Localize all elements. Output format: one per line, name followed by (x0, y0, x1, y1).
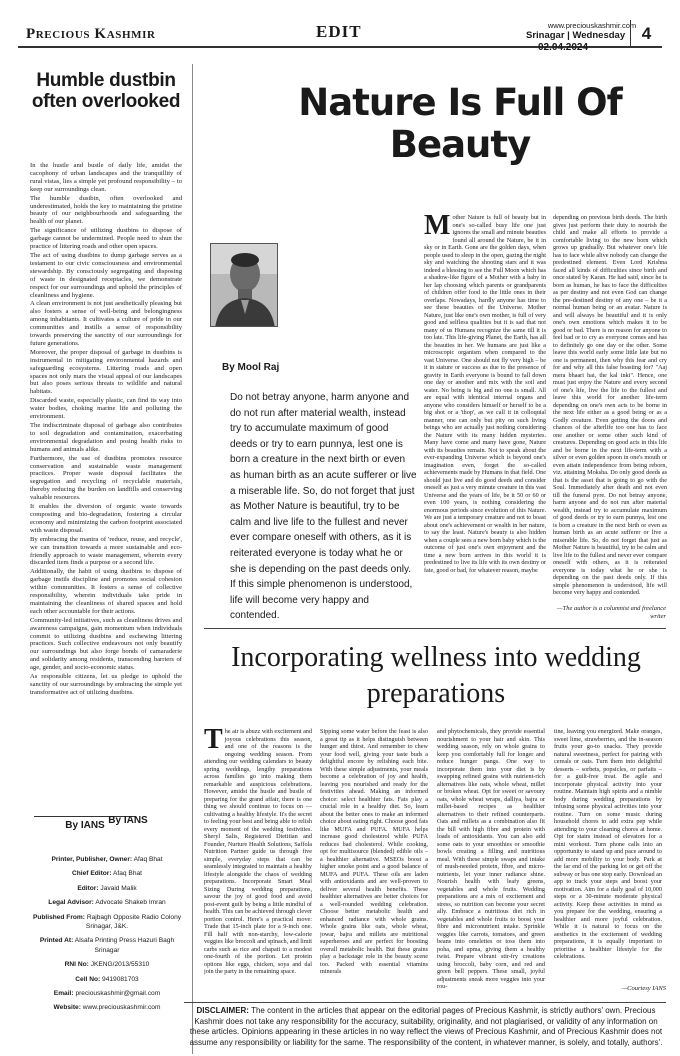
imprint-line: RNI No: JKENG/2013/55310 (64, 961, 150, 969)
paragraph: As responsible citizens, let us pledge to uphold the sanctity of our surroundings by embracing the simple yet transformative act of utilizing dustbins. (30, 673, 182, 696)
dustbin-byline: By IANS (34, 816, 136, 834)
dustbin-article (30, 64, 182, 924)
disclaimer-label: DISCLAIMER: (196, 1006, 249, 1015)
paragraph: The significance of utilizing dustbins to dispose of garbage cannot be undermined. People need to shun the practice of littering roads and other open spaces. (30, 227, 182, 251)
imprint-line: Cell No: 9419081703 (75, 975, 139, 983)
column-text: he air is abuzz with excitement and joyous celebrations this season, and one of the reasons is the ongoing wedding season. From attending our wedding calendars to beauty spring weddings, lengthy preparations across families go into making them remarkable and auspicious celebrations. However, amidst the hustle and bustle of preparing for the grand affair, there is one thing we should continue to focus on —cultivating a healthy lifestyle. It's the secret to feeling your best and being able to relish every moment of the wedding festivities. Sheryl Salis, Registered Dietitian and Founder, Nurture Health Solutions, Saffola Nutrition Partner guide us through five simple, everyday steps that can be seamlessly integrated to maintain a healthy lifestyle alongside the chaos of wedding preparations. Incorporate Smart Meal Sizing During wedding preparations, savour the joy of good food and avoid post-event guilt by being a little mindful of health. This can be achieved through clever portion control. Here's a practical move: Trade that 15-inch plate for a 9-inch one. Fill half with non-starchy, low-calorie veggies like broccoli and spinach, and limit carbs such as rice and chapati to a modest one-fourth of the portion. Let protein options like eggs, chicken, soya and dal join the party in the remaining space. (204, 728, 312, 975)
feature-pull-quote: Do not betray anyone, harm anyone and do not run after material wealth, instead try to accumulate maximum of good deeds or try to earn punnya, lest one is born a creature in the next birth or even as human birth as an acute sufferer or live a miserable life. So, do not forget that just as Mother Nature is beautiful, try to be calm and live life to the fullest and never ever compare oneself with others, as it is reiterated everyone is today what he or she is depending on the past deeds only. If this simple phenomenon is understood, life will become very happy and contended. (230, 392, 417, 622)
paragraph: Community-led initiatives, such as cleanliness drives and awareness campaigns, gain momentum when individuals commit to utilizing dustbins and eschewing littering practices. Such collective endeavours not only beautify our surroundings but also forge bonds of camaraderie and solidarity among residents, transcending barriers of age, gender, and socio-economic status. (30, 616, 182, 672)
imprint-line: Published From: Rajbagh Opposite Radio Colony Srinagar, J&K. (32, 913, 182, 931)
imprint-box (30, 855, 184, 1018)
column-text: other Nature is full of beauty but in one's so-called busy life one just ignores the small and minute beauties found all around the Nature, be it in sky or in Earth. Gone are the golden days, when people used to sleep in the open, gazing the night sky and watching the shooting stars and it was indeed a blessing to see the Full Moon which has a shadow-like figure of a Mother with a baby in her lap choosing which parents or grandparents of children offer food to the little ones in their overlaps. Nowadays, hardly anyone has time to see these beauties of the Universe. Mother Nature, just like one's own mother, is full of very good and selfless qualities but it is sad that not many of us Humans recognize the same till it is too late. This life-giving Planet, the Earth, has all the beauties in her. We humans are just like a microscopic organism when compared to the vast Universe. One should not fly very high – be it in stature or success as due to the presence of gravity in Earth everyone is bound to fall down one day or another and mix with the soil and water. No being is big and no one is small. All are equal with identical internal organs and anyone who considers himself or herself to be a big shot or a 'thop', as we call it in colloquial manner, one can only but pity on such living beings who are actually just nothing considering the Nature with its many hidden mysteries. Many have come and many have gone, Nature with its beauties remain. Not to speak about the ever-expanding Universe which is beyond one's imagination even, forget the so-called achievements made by Humans in that field. One should just live and do good deeds and consider oneself as just a very minute creature in this vast Universe and the years of life, be it 50 or 60 or even 100 years, is nothing considering the enormous periods since evolution of this Nature. We are just a temporary creature and not to boast about one's achievement or wealth in her nature, to say the least. Nature's beauty is also hidden when a couple sees a new born baby which is the outcome of just one's own enjoyment and the time a new born arrives in this world it is predestined to live its life with its own destiny or fate, good or bad, for whatever reason, maybe (424, 214, 546, 574)
drop-cap: T (204, 728, 223, 755)
column-divider (192, 64, 193, 1054)
wellness-column-3: and phytochemicals, they provide essential nourishment to your hair and skin. This wedding season, rely on whole grains to keep you comfortably full for longer and reduce hunger pangs. One way to incorporate them into your diet is by swapping refined grains with nutrient-rich alternatives like oats, whole wheat, millet or broken wheat. Opt for sweet or savoury oats, whole wheat wraps, dalliya, bajra or millet-based recipes as healthier alternatives to their refined counterparts. Oats and millets as a combination also fit the bill with high fibre and protein with loads of antioxidants. You can also add some oats to your smoothies or smoothie bowls creating a filling and nutritious meal. With these simple swaps and intake of mush-needed protein, fibre, and micro-nutrients, let your inner radiance shine. Nourish health with leafy greens, vegetables and whole fruits. Wedding preparations are a mix of excitement and stress, so nutrition can become your secret ally. Embrace a nutritious diet rich in vegetables and whole fruits to boost your fibre and micronutrient intake. Sprinkle veggies like carrots, tomatoes, and green beans into omelettes or toss them into poha, and upma, giving them a healthy twist. Prepare vibrant stir-fry creations using broccoli, baby corn, and red and green bell peppers. These small, joyful adjustments sneak more veggies into your rou- (437, 728, 545, 990)
author-credit: —The author is a columnist and freelance writer (556, 605, 666, 620)
paragraph: In the hustle and bustle of daily life, amidst the cacophony of urban landscapes and the tranquillity of rural vistas, lies a simple yet profound responsibility – to keep our surroundings clean. (30, 162, 182, 193)
author-portrait-image (211, 244, 278, 327)
paragraph: A clean environment is not just aesthetically pleasing but also fosters a sense of well-being and belongingness among inhabitants. It cultivates a culture of pride in our communities and instills a sense of responsibility towards preserving the sanctity of our surroundings for future generations. (30, 300, 182, 347)
page-number: 4 (630, 20, 662, 48)
imprint-line: Website: www.preciouskashmir.com (53, 1004, 161, 1012)
feature-column-1 (424, 214, 546, 616)
imprint-line: Printer, Publisher, Owner: Afaq Bhat (51, 856, 163, 863)
feature-column-2: depending on previous birth deeds. The birth gives just perform their duty to nourish the child and make all efforts to provide a comfortable living to the new born which grows up gradually. But whatever one's life has to face while alive nobody can change the predestined element. Even Lord Krishna faced all kinds of difficulties since birth and once stated by Karan. He had said, since he is born as human, he has to face the difficulties as per destiny and not even God can change the pre-destined destiny of any one – be it a normal human being or an avatar. Nature is and will always be beautiful and it is only one's own emotions which makes it to be good or bad. There is no reason for anyone to feel bad or to cry as everyone comes and has to definitely go one day or the other. Some leave this world early some little late but no one is permanent, then why this fear and cry for and why all this false boasting for? "Aaj mera bhaari hai, the kal inki". Hence, one must just enjoy the Nature and every second of one's life, live the life to the fullest and leave this world for another life-term depending on one's own acts to be borne in the next life either as a good being or as a Godly creature. Even getting the doors and chances of the afterlife too one has to face one another or some other such kind of creatures. Depending on good acts in this life and be borne in the next life-term with a silver or even golden spoon in one's mouth or even attain independence from being reborn, viz. attaining Moksha. Do only good deeds as that is the asset that is going to go with the Soul. Immediately after death and not even till the funeral pyre. Do not betray anyone, harm anyone and do not run after material wealth, instead try to accumulate maximum of good deeds or try to earn punnya, lest one is born a creature in the next birth or even as human birth as an acute sufferer or live a miserable life. So, do not forget that just as Mother Nature is beautiful, try to be calm and live life to the fullest and never ever compare oneself with others, as it is reiterated everyone is today what he or she is depending on the past deeds only. If this simple phenomenon is understood, life will become very happy and contended. (553, 214, 667, 596)
imprint-line: Printed At: Alsafa Printing Press Hazuri Bagh Srinagar (39, 937, 175, 954)
city-day: Srinagar | Wednesday (526, 30, 626, 41)
wellness-credit: —Courtesy IANS (621, 985, 666, 992)
paragraph: The indiscriminate disposal of garbage also contributes to soil degradation and contamination, exacerbating environmental degradation and posing health risks to humans and animals alike. (30, 422, 182, 453)
paragraph: Additionally, the habit of using dustbins to dispose of garbage instils discipline and promotes social cohesion within communities. It fosters a sense of collective responsibility, wherein individuals take pride in maintaining the cleanliness of shared spaces and hold each other accountable for their actions. (30, 568, 182, 615)
masthead (18, 20, 662, 53)
imprint-line: Email: preciouskashmir@gmail.com (53, 990, 161, 998)
paragraph: Discarded waste, especially plastic, can find its way into water bodies, choking marine life and polluting the environment. (30, 397, 182, 421)
disclaimer (184, 1006, 668, 1048)
wellness-byline: By IANS (108, 815, 148, 826)
wellness-column-2: Sipping some water before the feast is also a great tip as it helps distinguish between hunger and thirst. And remember to chew your food well, giving your taste buds a delightful encore by relishing each bite. With these simple adjustments, your meals become a celebration of joy and health, leaving you nourished and ready for the festivities ahead. Making an informed choice: select healthier fats. Fats play a crucial role in a healthy diet. So, learn about the better ones to make an informed choice about eating right. Choose good fats like MUFA and PUFA. MUFA helps increase good cholesterol while PUFA reduces bad cholesterol. While cooking, opt for multisource (blended) edible oils – a healthier alternative. MSEOs boost a higher smoke point and a good balance of MUFA and PUFA. These oils are laden with antioxidants and are well-proven to deliver several health benefits. These healthier alternatives are better choices for a well-rounded wedding celebration. Choose better metabolic health and enhanced radiance with whole grains. Whole grains like oats, whole wheat, jowar, bajra and millets are nutritional superheroes and are perfect for boosting overall metabolic health. But these grains play a backstage role in the beauty scene too. Packed with essential vitamins minerals (320, 728, 428, 975)
wellness-column-1 (204, 728, 312, 1000)
imprint-line: Legal Advisor: Advocate Shakeb Imran (48, 899, 166, 907)
masthead-website: www.preciouskashmir.com (547, 21, 637, 30)
paragraph: Furthermore, the use of dustbins promotes resource conservation and sustainable waste management practices. Proper waste disposal facilitates the segregation and recycling of recyclable materials, thereby reducing the burden on landfills and conserving valuable resources. (30, 454, 182, 502)
paragraph: It enables the diversion of organic waste towards composting and bio-degradation, fostering a circular economy and minimizing the carbon footprint associated with waste disposal. (30, 503, 182, 534)
feature-byline: By Mool Raj (222, 362, 280, 373)
section-label: EDIT (316, 22, 362, 41)
drop-cap: M (424, 214, 451, 241)
author-photo (210, 243, 278, 327)
wellness-column-4: tine, leaving you energized. Make oranges, sweet lime, strawberries, and the in-season fruits your go-to snacks. They provide natural sweetness, perfect for pairing with cereals or oats. Turn them into delightful desserts – sorbets, popsicles, or parfaits – for a guilt-free treat. Be agile and incorporate physical activity into your routine. Maintain high spirits and a nimble body during wedding preparations by infusing some physical activities into your routine. Turn on some music during household chores to add extra pep while attending to your cleaning chores at home. Opt for stairs instead of elevators for a mini workout. Turn phone calls into an opportunity to stand up and pace around to add more mobility to your body. Park at the far end of the parking lot or get off the subway or bus one stop early. Download an app to track your steps and boost your motivation. Aim for a daily goal of 10,000 steps or a 30-minute moderate physical activity. Keep these activities in mind as you prepare for the wedding, ensuring a healthier and more joyful celebration. While it is natural to focus on the aesthetics in the excitement of wedding preparations, it is equally important to prioritise a healthier lifestyle for the celebrations. (554, 728, 662, 960)
wellness-title: Incorporating wellness into wedding preparations (231, 642, 641, 709)
imprint-line: Chief Editor: Afaq Bhat (72, 870, 142, 878)
disclaimer-divider (184, 1002, 666, 1003)
paragraph: By embracing the mantra of 'reduce, reuse, and recycle', we can transition towards a more sustainable and eco-friendly approach to waste management, wherein every discarded item finds a purpose or a second life. (30, 535, 182, 567)
disclaimer-text: The content in the articles that appear on the editorial pages of Precious Kashmir, is strictly authors' own. Precious Kashmir does not take any responsibility for the accuracy, suitability, originality, and not plagiarised, or validity of any information on these articles. Opinions appearing in these articles in no way reflect the views of Precious Kashmir, and of Precious Kashmir does not assume any responsibility or liability for the same. The responsibility of the content, in whatever manner, is solely, and totally, authors'. (189, 1006, 663, 1047)
section-divider (204, 628, 666, 629)
paragraph: The act of using dustbins to dump garbage serves as a testament to our civic consciousness and environmental stewardship. By consciously segregating and disposing of waste in designated receptacles, we demonstrate respect for our surroundings and uphold the principles of cleanliness and hygiene. (30, 251, 182, 299)
publication-name: Precious Kashmir (26, 26, 156, 42)
paragraph: Moreover, the proper disposal of garbage in dustbins is instrumental in mitigating environmental hazards and safeguarding ecosystems. Littering roads and open spaces not only mars the visual appeal of our landscapes but also poses serious threats to wildlife and natural habitats. (30, 348, 182, 396)
issue-date: 02.04.2024 (538, 42, 589, 53)
feature-title: Nature Is Full Of Beauty (298, 81, 622, 166)
dustbin-article-title: Humble dustbin often overlooked (31, 70, 181, 112)
paragraph: The humble dustbin, often overlooked and underestimated, holds the key to maintaining the pristine beauty of our neighbourhoods and safeguarding the health of our planet. (30, 194, 182, 226)
imprint-line: Editor: Javaid Malik (77, 884, 137, 892)
